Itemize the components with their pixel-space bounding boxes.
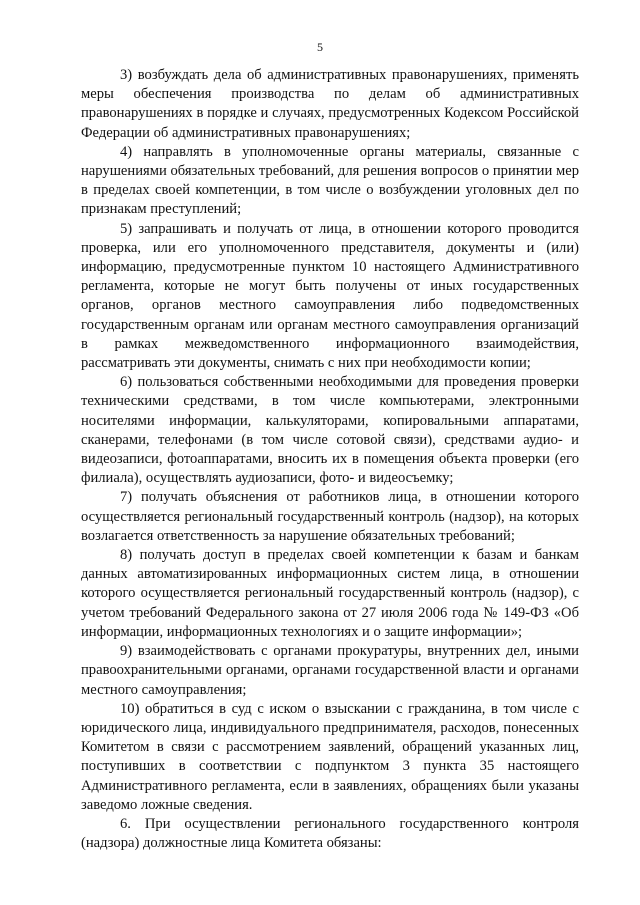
page-number: 5: [317, 40, 323, 54]
paragraph-item-6: 6) пользоваться собственными необходимыми для проведения проверки техническими средствами, в том числе компьютерами, электронными носителями информации, калькуляторами, копировальными аппаратами, сканерами, телефонами (в том числе сотовой связи), средствами аудио- и видеозаписи, фотоаппаратами, вносить их в помещения объекта проверки (его филиала), осуществлять аудиозаписи, фото- и видеосъемку;: [81, 374, 579, 487]
paragraph-item-9: 9) взаимодействовать с органами прокуратуры, внутренних дел, иными правоохранительными органами, органами государственной власти и органами местного самоуправления;: [81, 643, 579, 698]
paragraph-item-10: 10) обратиться в суд с иском о взыскании с гражданина, в том числе с юридического лица, индивидуального предпринимателя, расходов, понесенных Комитетом в связи с рассмотрением заявлений, обращений указанных лиц, поступивших в соответствии с подпунктом 3 пункта 35 настоящего Административного регламента, если в заявлениях, обращениях были указаны заведомо ложные сведения.: [81, 700, 579, 813]
paragraph-section-6: 6. При осуществлении регионального государственного контроля (надзора) должностные лица Комитета обязаны:: [81, 815, 579, 852]
paragraph-item-3: 3) возбуждать дела об административных правонарушениях, применять меры обеспечения производства по делам об административных правонарушениях в порядке и случаях, предусмотренных Кодексом Российской Федерации об административных правонарушениях;: [81, 67, 579, 141]
paragraph-item-4: 4) направлять в уполномоченные органы материалы, связанные с нарушениями обязательных требований, для решения вопросов о принятии мер в пределах своей компетенции, в том числе о возбуждении уголовных дел по признакам преступлений;: [81, 143, 579, 218]
paragraph-item-7: 7) получать объяснения от работников лица, в отношении которого осуществляется региональный государственный контроль (надзор), на которых возлагается ответственность за нарушение обязательных требований;: [81, 489, 579, 544]
document-body: [81, 66, 579, 853]
paragraph-item-8: 8) получать доступ в пределах своей компетенции к базам и банкам данных автоматизированных информационных систем лица, в отношении которого осуществляется региональный государственный контроль (надзор), с учетом требований Федерального закона от 27 июля 2006 года № 149-ФЗ «Об информации, информационных технологиях и о защите информации»;: [81, 547, 579, 640]
paragraph-item-5: 5) запрашивать и получать от лица, в отношении которого проводится проверка, или его уполномоченного представителя, документы и (или) информацию, предусмотренные пунктом 10 настоящего Административного регламента, которые не могут быть получены от иных государственных органов, органов местного самоуправления либо подведомственных государственным органам или органам местного самоуправления организаций в рамках межведомственного информационного взаимодействия, рассматривать эти документы, снимать с них при необходимости копии;: [81, 220, 579, 372]
